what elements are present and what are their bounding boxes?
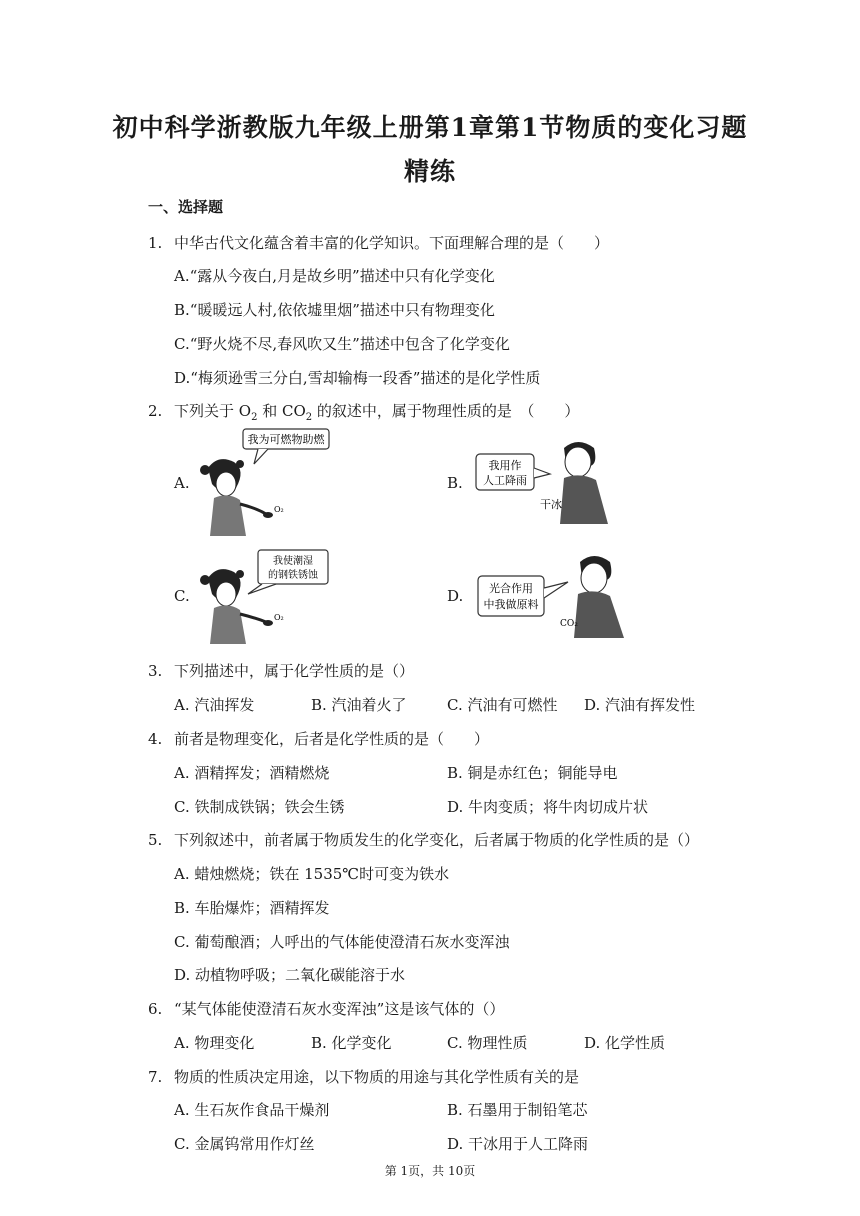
- q2-b-bubble-line2: 人工降雨: [483, 474, 527, 487]
- q6-option-a[interactable]: A. 物理变化: [174, 1034, 255, 1052]
- q3-option-c[interactable]: C. 汽油有可燃性: [447, 696, 558, 714]
- question-3: 3. 下列描述中，属于化学性质的是（）: [148, 662, 415, 680]
- q7-option-b[interactable]: B. 石墨用于制铅笔芯: [447, 1101, 588, 1119]
- page-title: 初中科学浙教版九年级上册第1章第1节物质的变化习题: [112, 113, 748, 142]
- question-5: 5. 下列叙述中，前者属于物质发生的化学变化，后者属于物质的化学性质的是（）: [148, 831, 700, 849]
- question-1: 1. 中华古代文化蕴含着丰富的化学知识。下面理解合理的是（ ）: [148, 234, 610, 252]
- q2-a-bubble-text: 我为可燃物助燃: [247, 433, 325, 446]
- question-2: 2. 下列关于 $O_2$ 和 $CO_2$ 的叙述中，属于物理性质的是 （ ）: [148, 402, 580, 423]
- q1-option-d[interactable]: D.“梅须逊雪三分白,雪却输梅一段香”描述的是化学性质: [174, 369, 541, 387]
- q2-c-bubble-line1: 我使潮湿: [273, 556, 313, 567]
- q2-option-b-boy-illustration[interactable]: [470, 438, 620, 528]
- q4-option-a[interactable]: A. 酒精挥发；酒精燃烧: [174, 764, 330, 782]
- q5-option-a[interactable]: A. 蜡烛燃烧；铁在 1535℃时可变为铁水: [174, 865, 450, 883]
- q2-c-o2-label: O₂: [274, 613, 284, 622]
- q2-a-o2-label: O₂: [274, 505, 284, 514]
- page-footer: 第 1页，共 10页: [384, 1164, 476, 1178]
- q7-option-a[interactable]: A. 生石灰作食品干燥剂: [174, 1101, 330, 1119]
- q2-b-bubble-line1: 我用作: [488, 459, 522, 472]
- q2-option-a-letter[interactable]: A.: [174, 474, 190, 492]
- q2-d-bubble-line1: 光合作用: [489, 582, 533, 595]
- q4-option-d[interactable]: D. 牛肉变质；将牛肉切成片状: [447, 798, 649, 816]
- q7-option-d[interactable]: D. 干冰用于人工降雨: [447, 1135, 589, 1153]
- q2-d-bubble-line2: 中我做原料: [483, 598, 539, 611]
- q2-option-d-boy-illustration[interactable]: [470, 552, 640, 642]
- q7-option-c[interactable]: C. 金属钨常用作灯丝: [174, 1135, 315, 1153]
- q2-d-co2-label: CO₂: [560, 619, 578, 629]
- q2-b-dry-ice-label: 干冰: [540, 498, 562, 511]
- q5-option-d[interactable]: D. 动植物呼吸；二氧化碳能溶于水: [174, 966, 406, 984]
- q2-option-d-letter[interactable]: D.: [447, 587, 464, 605]
- q4-option-c[interactable]: C. 铁制成铁锅；铁会生锈: [174, 798, 345, 816]
- q2-option-b-letter[interactable]: B.: [447, 474, 463, 492]
- q2-option-c-girl-illustration[interactable]: [196, 546, 366, 646]
- q6-option-d[interactable]: D. 化学性质: [584, 1034, 666, 1052]
- q2-c-bubble-line2: 的钢铁锈蚀: [268, 570, 318, 581]
- page-title-continued: 精练: [403, 157, 456, 186]
- question-7: 7. 物质的性质决定用途，以下物质的用途与其化学性质有关的是: [148, 1068, 580, 1086]
- section-heading: 一、选择题: [148, 198, 224, 216]
- q5-option-c[interactable]: C. 葡萄酿酒；人呼出的气体能使澄清石灰水变浑浊: [174, 933, 510, 951]
- q1-option-b[interactable]: B.“暖暖远人村,依依墟里烟”描述中只有物理变化: [174, 301, 495, 319]
- q5-option-b[interactable]: B. 车胎爆炸；酒精挥发: [174, 899, 330, 917]
- q1-option-a[interactable]: A.“露从今夜白,月是故乡明”描述中只有化学变化: [174, 267, 495, 285]
- q4-option-b[interactable]: B. 铜是赤红色；铜能导电: [447, 764, 618, 782]
- question-4: 4. 前者是物理变化，后者是化学性质的是（ ）: [148, 730, 490, 748]
- q3-option-b[interactable]: B. 汽油着火了: [311, 696, 407, 714]
- question-6: 6. “某气体能使澄清石灰水变浑浊”这是该气体的（）: [148, 1000, 505, 1018]
- q3-option-d[interactable]: D. 汽油有挥发性: [584, 696, 696, 714]
- q2-option-c-letter[interactable]: C.: [174, 587, 190, 605]
- q6-option-c[interactable]: C. 物理性质: [447, 1034, 528, 1052]
- q3-option-a[interactable]: A. 汽油挥发: [174, 696, 255, 714]
- q1-option-c[interactable]: C.“野火烧不尽,春风吹又生”描述中包含了化学变化: [174, 335, 510, 353]
- q6-option-b[interactable]: B. 化学变化: [311, 1034, 392, 1052]
- q2-option-a-girl-illustration[interactable]: [196, 426, 366, 536]
